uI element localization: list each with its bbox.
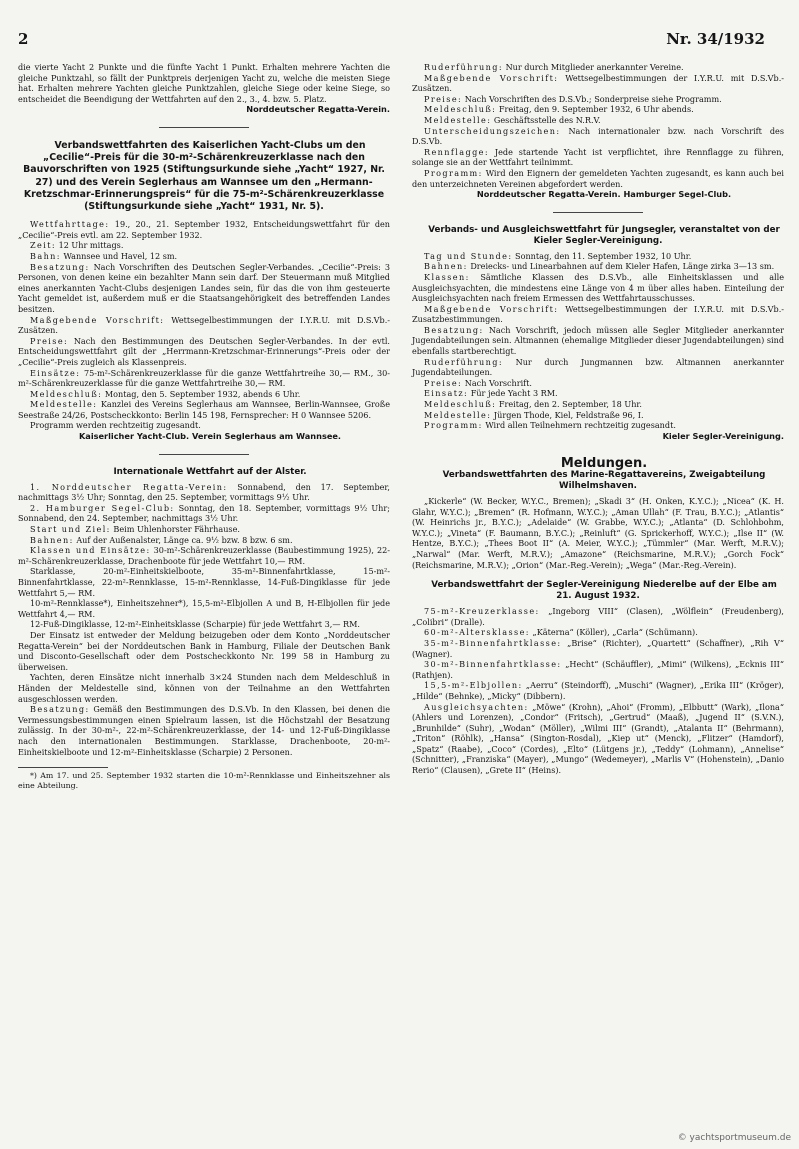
- item-text: Sonntag, den 18. September, vormittags 9½ Uhr; Sonnabend, den 24. September, nachmittags 3½ Uhr.: [18, 502, 390, 524]
- item-label: 2. Hamburger Segel-Club:: [30, 502, 175, 513]
- item-text: „Brise“ (Richter), „Quartett“ (Schaffner), „Rih V“ (Wagner).: [412, 637, 785, 659]
- item-text: „Hecht“ (Schäuffler), „Mimi“ (Wilkens), „Ecknis III“ (Rathjen).: [412, 659, 784, 680]
- page-number: 2: [18, 30, 29, 48]
- list-item: [18, 619, 390, 630]
- list-item: [412, 606, 784, 627]
- kyc-items: [18, 219, 390, 431]
- item-text: 12-Fuß-Dingiklasse, 12-m²-Einheitsklasse (Scharpie) für jede Wettfahrt 3,— RM.: [30, 619, 360, 630]
- item-text: Geschäftsstelle des N.R.V.: [493, 114, 601, 125]
- list-item: [18, 545, 390, 566]
- item-text: Wettsegelbestimmungen der I.Y.R.U. mit D.S.Vb.-Zusätzen.: [18, 314, 390, 336]
- section-title: Verbandswettfahrten des Marine-Regattavereins, Zweigabteilung Wilhelmshaven.: [442, 470, 766, 491]
- list-item: [412, 702, 784, 776]
- section-title: Verbandswettfahrten des Kaiserlichen Yacht-Clubs um den „Cecilie“-Preis für die 30-m²-Schärenkreuzerklasse nach den Bauvorschriften von 1925 (Stiftungsurkunde siehe „Yacht“ 1927, Nr. 27) und des Verein Seglerhaus am Wannsee um den „Hermann-Kretzschmar-Erinnerungspreis“ für die 75-m²-Schärenkreuzerklasse (Stiftungsurkunde siehe „Yacht“ 1931, Nr. 5).: [23, 139, 385, 212]
- item-text: „Käterna“ (Köller), „Carla“ (Schümann).: [532, 627, 698, 638]
- item-label: Meldeschluß:: [424, 399, 497, 410]
- item-text: Für jede Yacht 3 RM.: [470, 388, 558, 399]
- item-text: Sämtliche Klassen des D.S.Vb., alle Einheitsklassen und alle Ausgleichsyachten, die mindestens eine Länge von 4 m über alles haben. Einteilung der Ausgleichsyachten nach freiem Ermessen des Wettfahrtausschusses.: [412, 271, 784, 304]
- item-label: Meldeschluß:: [30, 388, 103, 399]
- list-item: [412, 410, 784, 421]
- item-text: 19., 20., 21. September 1932, Entscheidungswettfahrt für den „Cecilie“-Preis evtl. am 22. September 1932.: [18, 219, 391, 240]
- item-label: Preise:: [424, 93, 463, 104]
- item-text: Nach den Bestimmungen des Deutschen Segler-Verbandes. In der evtl. Entscheidungswettfahrt gilt der „Herrmann-Kretzschmar-Erinnerungs“-Preis oder der „Cecilie“-Preis zugleich als Klassenpreis.: [18, 335, 390, 367]
- list-item: [412, 272, 784, 304]
- divider: [159, 127, 249, 128]
- item-label: Programm:: [424, 420, 483, 431]
- list-item: [412, 115, 784, 126]
- item-label: 60-m²-Altersklasse:: [424, 627, 530, 638]
- item-label: Maßgebende Vorschrift:: [424, 303, 559, 314]
- item-label: Unterscheidungszeichen:: [424, 125, 561, 136]
- divider: [553, 212, 643, 213]
- item-text: Dreiecks- und Linearbahnen auf dem Kieler Hafen, Länge zirka 3—13 sm.: [470, 261, 775, 272]
- item-label: Maßgebende Vorschrift:: [30, 314, 165, 325]
- section-title: Verbands- und Ausgleichswettfahrt für Jungsegler, veranstaltet von der Kieler Segler-Vereinigung.: [428, 224, 780, 246]
- item-text: Wettsegelbestimmungen der I.Y.R.U. mit D.S.Vb.-Zusatzbestimmungen.: [412, 303, 784, 325]
- item-label: Preise:: [30, 335, 69, 346]
- item-text: Wettsegelbestimmungen der I.Y.R.U. mit D.S.Vb.-Zusätzen.: [412, 72, 784, 94]
- item-text: Nur durch Mitglieder anerkannter Vereine.: [505, 62, 684, 72]
- item-label: Start und Ziel:: [30, 524, 111, 535]
- list-item: [412, 680, 784, 701]
- list-item: [412, 325, 784, 357]
- entry-list: „Kickerle“ (W. Becker, W.Y.C., Bremen); „Skadi 3“ (H. Onken, K.Y.C.); „Nicea“ (K. H. Glahr, W.Y.C.); „Bremen“ (R. Hofmann, W.Y.C.); „Aman Ullah“ (F. Trau, B.Y.C.); „Atlantis“ (W. Heinrichs jr., B.Y.C.); „Adelaide“ (W. Grabbe, W.Y.C.); „Atlanta“ (D. Schlohbohm, W.Y.C.); „Vineta“ (F. Baumann, B.Y.C.); „Reinluft“ (G. Sprickerhoff, W.Y.C.); „Ilse II“ (W. Hentze, B.Y.C.); „Thees Boot II“ (A. Meier, W.Y.C.); „Tümmler“ (Mar. Werft, M.R.V.); „Narwal“ (Mar. Werft, M.R.V.); „Amazone“ (Reichsmarine, M.R.V.); „Gorch Fock“ (Reichsmarine, M.R.V.); „Orion“ (Mar.-Reg.-Verein); „Wega“ (Mar.-Reg.-Verein).: [412, 496, 784, 570]
- item-label: 30-m²-Binnenfahrtklasse:: [424, 659, 562, 670]
- section-title: Internationale Wettfahrt auf der Alster.: [113, 466, 307, 477]
- list-item: [18, 704, 390, 757]
- item-label: 35-m²-Binnenfahrtklasse:: [424, 637, 562, 648]
- elbe-items: [412, 606, 784, 776]
- item-text: Wird allen Teilnehmern rechtzeitig zugesandt.: [485, 420, 676, 431]
- list-item: [18, 598, 390, 619]
- item-label: Meldestelle:: [30, 399, 98, 410]
- list-item: [412, 304, 784, 325]
- item-text: Sonnabend, den 17. September, nachmittags 3½ Uhr; Sonntag, den 25. September, vormittags 9½ Uhr.: [18, 481, 390, 503]
- item-text: Nur durch Jungmannen bzw. Altmannen anerkannter Jugendabteilungen.: [412, 356, 784, 378]
- item-label: Meldestelle:: [424, 409, 492, 420]
- item-text: Sonntag, den 11. September 1932, 10 Uhr.: [515, 250, 692, 261]
- list-item: [412, 638, 784, 659]
- list-item: [412, 251, 784, 262]
- list-item: [18, 315, 390, 336]
- footnote: *) Am 17. und 25. September 1932 starten die 10-m²-Rennklasse und Einheitszehner als eine Abteilung.: [18, 771, 390, 791]
- item-label: Rennflagge:: [424, 146, 489, 157]
- item-label: Maßgebende Vorschrift:: [424, 72, 559, 83]
- item-text: Der Einsatz ist entweder der Meldung beizugeben oder dem Konto „Norddeutscher Regatta-Verein“ bei der Norddeutschen Bank in Hamburg, Filiale der Deutschen Bank und Disconto-Gesellschaft oder dem Postscheckkonto Nr. 199 58 in Hamburg zu überweisen.: [18, 629, 390, 672]
- list-item: [18, 368, 390, 389]
- item-label: Wettfahrttage:: [30, 219, 110, 230]
- item-text: Nach internationaler bzw. nach Vorschrift des D.S.Vb.: [412, 125, 785, 147]
- item-text: Freitag, den 9. September 1932, 6 Uhr abends.: [498, 104, 694, 115]
- list-item: [412, 659, 784, 680]
- list-item: [412, 378, 784, 389]
- item-text: 12 Uhr mittags.: [58, 240, 124, 251]
- item-label: Programm:: [424, 167, 483, 178]
- list-item: [412, 388, 784, 399]
- item-label: Besatzung:: [424, 324, 484, 335]
- list-item: [18, 399, 390, 420]
- item-label: 75-m²-Kreuzerklasse:: [424, 606, 540, 617]
- divider: [159, 454, 249, 455]
- item-label: Bahnen:: [424, 261, 468, 272]
- list-item: [412, 357, 784, 378]
- list-item: [18, 420, 390, 431]
- jung-items: [412, 251, 784, 431]
- item-text: Wannsee und Havel, 12 sm.: [63, 250, 178, 261]
- list-item: [18, 535, 390, 546]
- list-item: [18, 566, 390, 598]
- item-text: Auf der Außenalster, Länge ca. 9½ bzw. 8 bzw. 6 sm.: [76, 534, 293, 545]
- item-text: Jede startende Yacht ist verpflichtet, ihre Rennflagge zu führen, solange sie an der Wettfahrt teilnimmt.: [412, 146, 785, 168]
- list-item: [412, 73, 784, 94]
- item-label: 1. Norddeutscher Regatta-Verein:: [30, 481, 228, 492]
- item-label: Klassen:: [424, 271, 470, 282]
- signature: Kaiserlicher Yacht-Club. Verein Seglerhaus am Wannsee.: [78, 431, 342, 442]
- list-item: [18, 219, 390, 240]
- item-label: Meldestelle:: [424, 114, 492, 125]
- watermark: © yachtsportmuseum.de: [677, 1133, 791, 1143]
- item-text: Nach Vorschrift.: [464, 377, 532, 388]
- continued-paragraph: die vierte Yacht 2 Punkte und die fünfte Yacht 1 Punkt. Erhalten mehrere Yachten die gleiche Punktzahl, so fällt der Punktpreis derjenigen Yacht zu, welche die meisten Siege hat. Erhalten mehrere Yachten gleiche Punktzahlen, gleiche Siege oder keine Siege, so entscheidet die Beendigung der Wettfahrten auf den 2., 3., 4. bzw. 5. Platz.: [18, 62, 390, 104]
- alster-items: [18, 482, 390, 757]
- item-text: „Aerru“ (Steindorff), „Muschi“ (Wagner), „Erika III“ (Kröger), „Hilde“ (Behnke), „Micky“ (Dibbern).: [412, 680, 784, 701]
- alster-continued: [412, 62, 784, 189]
- list-item: [412, 62, 784, 73]
- list-item: [18, 262, 390, 315]
- footnote-divider: [18, 767, 108, 768]
- item-text: „Ingeborg VIII“ (Clasen), „Wölflein“ (Freudenberg), „Colibri“ (Dralle).: [412, 606, 784, 627]
- item-label: Klassen und Einsätze:: [30, 545, 151, 556]
- item-label: Einsatz:: [424, 388, 469, 399]
- list-item: [18, 482, 390, 503]
- signature: Kieler Segler-Vereinigung.: [662, 430, 784, 441]
- left-column: [18, 62, 390, 791]
- item-text: „Möwe“ (Krohn), „Ahoi“ (Fromm), „Elbbutt“ (Wark), „Ilona“ (Ahlers und Lorenzen), „Condor“ (Fritsch), „Gertrud“ (Maaß), „Jugend II“ (S.V.N.), „Brunhilde“ (Suhr), „Wodan“ (Möller), „Wilmi III“ (Grandt), „Atalanta II“ (Behrmann), „Triton“ (Röhlk), „Hansa“ (Sington-Rosdal), „Kiep ut“ (Menck), „Flitzer“ (Hamdorf), „Spatz“ (Raabe), „Coco“ (Cordes), „Elto“ (Lütgens jr.), „Teddy“ (Lohmann), „Annelise“ (Schnitter), „Franziska“ (Mayer), „Mungo“ (Wedemeyer), „Marlis V“ (Hohenstein), „Danio Rerio“ (Clausen), „Grete II“ (Heins).: [412, 701, 784, 776]
- item-text: Nach Vorschriften des Deutschen Segler-Verbandes. „Cecilie“-Preis: 3 Personen, von denen keine ein bezahlter Mann sein darf. Der Steuermann muß Mitglied eines anerkannten Yacht-Clubs desjenigen Landes sein, für das die von ihm gesteuerte Yacht gemeldet ist, außerdem muß er die Staatsangehörigkeit des betreffenden Landes besitzen.: [18, 261, 390, 314]
- list-item: [412, 261, 784, 272]
- item-text: Gemäß den Bestimmungen des D.S.Vb. In den Klassen, bei denen die Vermessungsbestimmungen einen Spielraum lassen, ist die Höchstzahl der Besatzung zulässig. In der 30-m²-, 22-m²-Schärenkreuzerklasse, der 14- und 12-Fuß-Dingiklasse nach den internationalen Bestimmungen. Starklasse, Drachenboote, 20-m²-Einheitskielboote und 12-m²-Einheitsklasse (Scharpie) 2 Personen.: [18, 704, 390, 757]
- item-text: Montag, den 5. September 1932, abends 6 Uhr.: [104, 388, 301, 399]
- item-label: Bahnen:: [30, 534, 74, 545]
- item-label: Besatzung:: [30, 704, 90, 715]
- list-item: [412, 399, 784, 410]
- item-label: Ausgleichsyachten:: [424, 701, 529, 712]
- item-text: Nach Vorschrift, jedoch müssen alle Segler Mitglieder anerkannter Jugendabteilungen sein. Altmannen (ehemalige Mitglieder dieser Jugendabteilungen) sind ebenfalls startberechtigt.: [412, 324, 785, 357]
- item-label: 15,5-m²-Elbjollen:: [424, 680, 523, 691]
- list-item: [412, 126, 784, 147]
- item-label: Ruderführung:: [424, 356, 503, 367]
- list-item: [18, 630, 390, 672]
- list-item: [18, 524, 390, 535]
- item-text: 75-m²-Schärenkreuzerklasse für die ganze Wettfahrtreihe 30,— RM., 30-m²-Schärenkreuzerklasse für die ganze Wettfahrtreihe 30,— RM.: [18, 367, 390, 389]
- list-item: [412, 420, 784, 431]
- list-item: [18, 389, 390, 400]
- item-text: Freitag, den 2. September, 18 Uhr.: [498, 399, 642, 410]
- list-item: [412, 94, 784, 105]
- list-item: [18, 503, 390, 524]
- list-item: [18, 672, 390, 704]
- list-item: [412, 168, 784, 189]
- item-label: Einsätze:: [30, 367, 81, 378]
- item-text: Kanzlei des Vereins Seglerhaus am Wannsee, Berlin-Wannsee, Große Seestraße 24/26, Postscheckkonto: Berlin 145 198, Fernsprecher: H 0 Wannsee 5206.: [18, 399, 390, 420]
- list-item: [18, 240, 390, 251]
- item-label: Tag und Stunde:: [424, 250, 513, 261]
- item-text: Programm werden rechtzeitig zugesandt.: [30, 420, 201, 431]
- item-text: Yachten, deren Einsätze nicht innerhalb 3×24 Stunden nach dem Meldeschluß in Händen der Meldestelle sind, können von der Teilnahme an den Wettfahrten ausgeschlossen werden.: [18, 672, 390, 704]
- item-label: Meldeschluß:: [424, 104, 497, 115]
- meldungen-heading: Meldungen.: [560, 456, 648, 472]
- list-item: [18, 251, 390, 262]
- signature: Norddeutscher Regatta-Verein. Hamburger Segel-Club.: [476, 189, 732, 200]
- list-item: [412, 627, 784, 638]
- issue-number: Nr. 34/1932: [666, 30, 765, 48]
- signature: Norddeutscher Regatta-Verein.: [246, 104, 390, 115]
- list-item: [18, 336, 390, 368]
- right-column: [412, 62, 784, 776]
- list-item: [412, 104, 784, 115]
- item-text: Beim Uhlenhorster Fährhause.: [113, 524, 240, 535]
- item-label: Preise:: [424, 377, 463, 388]
- list-item: [412, 147, 784, 168]
- item-text: Jürgen Thode, Kiel, Feldstraße 96, I.: [493, 409, 644, 420]
- item-label: Ruderführung:: [424, 62, 503, 72]
- item-text: Starklasse, 20-m²-Einheitskielboote, 35-m²-Binnenfahrtklasse, 15-m²-Binnenfahrtklasse, 22-m²-Rennklasse, 15-m²-Rennklasse, 14-Fuß-Dingiklasse für jede Wettfahrt 5,— RM.: [18, 566, 390, 598]
- item-label: Besatzung:: [30, 261, 90, 272]
- item-text: Nach Vorschriften des D.S.Vb.; Sonderpreise siehe Programm.: [464, 93, 722, 104]
- item-text: Wird den Eignern der gemeldeten Yachten zugesandt, es kann auch bei den unterzeichneten Vereinen abgefordert werden.: [412, 167, 784, 189]
- section-title: Verbandswettfahrt der Segler-Vereinigung Niederelbe auf der Elbe am 21. August 1932.: [431, 580, 777, 602]
- item-label: Bahn:: [30, 250, 61, 261]
- item-text: 30-m²-Schärenkreuzerklasse (Baubestimmung 1925), 22-m²-Schärenkreuzerklasse, Drachenboote für jede Wettfahrt 10,— RM.: [18, 545, 390, 566]
- item-label: Zeit:: [30, 240, 56, 251]
- item-text: 10-m²-Rennklasse*), Einheitszehner*), 15,5-m²-Elbjollen A und B, H-Elbjollen für jede Wettfahrt 4,— RM.: [18, 598, 390, 619]
